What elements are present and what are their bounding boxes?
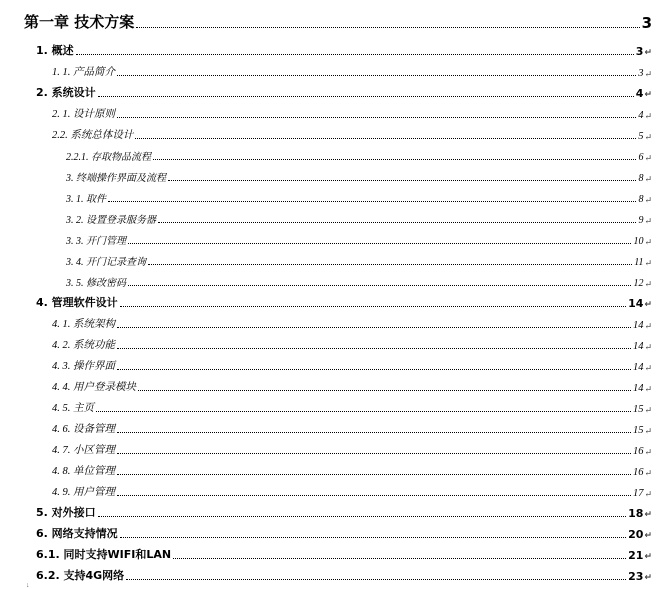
dot-leader [108,201,636,202]
toc-entry-title: 4. 3. 操作界面 [52,361,115,372]
toc-entry-title: 4. 1. 系统架构 [52,319,115,330]
toc-entry-title: 2. 1. 设计原则 [52,109,115,120]
toc-entry-page-number: 14 [628,297,644,310]
toc-entry-page-number: 20 [628,528,644,541]
dot-leader [96,411,631,412]
toc-entry-title: 5. 对外接口 [36,506,96,519]
toc-entry[interactable] [52,315,652,331]
dot-leader [120,306,626,307]
dot-leader [117,474,631,475]
toc-entry-page-number: 3 [641,14,652,32]
toc-entry[interactable] [66,273,652,289]
dot-leader [128,285,631,286]
toc-entry-title: 1. 1. 产品简介 [52,67,115,78]
dot-leader [117,327,631,328]
toc-entry[interactable] [36,567,652,583]
paragraph-mark-icon: ↵ [644,405,652,415]
toc-entry-page-number: 17 [632,488,644,499]
paragraph-mark-icon: ↵ [644,426,652,436]
toc-entry-title: 6.2. 支持4G网络 [36,569,125,582]
toc-entry-title: 4. 2. 系统功能 [52,340,115,351]
toc-entry-page-number: 9 [638,215,644,226]
paragraph-mark-icon: ↵ [644,552,652,562]
dot-leader [173,558,626,559]
dot-leader [76,54,634,55]
toc-entry-title: 6.1. 同时支持WIFI和LAN [36,548,172,561]
toc-entry-page-number: 8 [638,173,644,184]
toc-entry[interactable] [66,210,652,226]
toc-entry-page-number: 14 [632,341,644,352]
toc-entry-page-number: 3 [638,68,644,79]
toc-entry-title: 4. 6. 设备管理 [52,424,115,435]
toc-entry-page-number: 21 [628,549,644,562]
toc-entry-page-number: 6 [638,152,644,163]
paragraph-mark-icon: ↵ [644,237,652,247]
toc-entry[interactable] [66,168,652,184]
toc-entry-page-number: 10 [633,236,644,247]
toc-entry[interactable] [66,252,652,268]
dot-leader [98,516,626,517]
toc-entry[interactable] [66,231,652,247]
paragraph-mark-icon: ↵ [644,153,652,163]
dot-leader [117,495,631,496]
paragraph-mark-icon: ↵ [644,363,652,373]
paragraph-mark-icon: ↵ [644,279,652,289]
toc-entry-page-number: 14 [632,320,644,331]
toc-entry-page-number: 15 [632,425,644,436]
paragraph-mark-icon: ↵ [644,447,652,457]
paragraph-mark-icon: ↵ [644,132,652,142]
toc-entry-page-number: 16 [632,446,644,457]
toc-entry[interactable] [36,84,652,100]
toc-entry[interactable] [52,483,652,499]
toc-entry-page-number: 12 [633,278,644,289]
paragraph-mark-icon: ↵ [644,384,652,394]
dot-leader [148,264,632,265]
dot-leader [117,432,631,433]
toc-entry[interactable] [52,462,652,478]
dot-leader [153,159,636,160]
paragraph-mark-icon: ↵ [644,531,652,541]
toc-entry-page-number: 14 [632,362,644,373]
toc-entry-page-number: 23 [628,570,644,583]
toc-entry[interactable] [52,378,652,394]
toc-entry-title: 4. 9. 用户管理 [52,487,115,498]
paragraph-mark-icon: ↵ [644,174,652,184]
toc-entry-page-number: 11 [634,257,644,268]
toc-entry[interactable] [36,294,652,310]
toc-entry-page-number: 18 [628,507,644,520]
toc-entry-title: 4. 7. 小区管理 [52,445,115,456]
toc-entry-title: 6. 网络支持情况 [36,527,118,540]
toc-entry-title: 第一章 技术方案 [24,13,135,31]
toc-entry[interactable] [52,105,652,121]
toc-entry-title: 2.2.1. 存取物品流程 [66,152,151,163]
toc-entry[interactable] [52,420,652,436]
toc-entry-title: 3. 4. 开门记录查询 [66,257,146,268]
toc-entry-title: 4. 5. 主页 [52,403,94,414]
paragraph-mark: ↓ [26,581,30,589]
toc-entry[interactable] [36,546,652,562]
toc-entry[interactable] [52,336,652,352]
toc-entry[interactable] [66,189,652,205]
paragraph-mark-icon: ↵ [644,300,652,310]
toc-entry-title: 3. 5. 修改密码 [66,278,126,289]
toc-entry-page-number: 3 [635,45,644,58]
toc-entry-page-number: 8 [638,194,644,205]
toc-entry-title: 2. 系统设计 [36,86,96,99]
paragraph-mark-icon: ↵ [644,510,652,520]
dot-leader [98,96,634,97]
paragraph-mark-icon: ↵ [644,48,652,58]
paragraph-mark-icon: ↵ [644,573,652,583]
paragraph-mark-icon: ↵ [644,69,652,79]
dot-leader [135,138,636,139]
paragraph-mark-icon: ↵ [644,321,652,331]
toc-entry[interactable] [52,63,652,79]
toc-entry-page-number: 16 [632,467,644,478]
toc-entry-title: 3. 3. 开门管理 [66,236,126,247]
toc-entry-title: 4. 4. 用户登录模块 [52,382,136,393]
toc-entry[interactable] [36,42,652,58]
toc-entry-page-number: 14 [632,383,644,394]
paragraph-mark-icon: ↵ [644,342,652,352]
dot-leader [117,117,636,118]
paragraph-mark-icon: ↵ [644,468,652,478]
paragraph-mark-icon: ↵ [644,489,652,499]
toc-entry-page-number: 4 [638,110,644,121]
toc-entry[interactable] [36,525,652,541]
toc-entry[interactable] [36,504,652,520]
dot-leader [117,75,636,76]
dot-leader [138,390,631,391]
toc-entry[interactable] [52,441,652,457]
dot-leader [158,222,636,223]
dot-leader [117,453,631,454]
dot-leader [117,369,631,370]
toc-entry-title: 1. 概述 [36,44,74,57]
toc-entry-title: 3. 终端操作界面及流程 [66,173,166,184]
toc-entry-page-number: 15 [632,404,644,415]
dot-leader [128,243,631,244]
dot-leader [126,579,626,580]
paragraph-mark-icon: ↵ [644,258,652,268]
paragraph-mark-icon: ↵ [644,195,652,205]
toc-entry-title: 3. 2. 设置登录服务器 [66,215,156,226]
dot-leader [117,348,631,349]
toc-entry[interactable] [24,12,652,32]
toc-entry-title: 3. 1. 取件 [66,194,106,205]
toc-entry-title: 4. 8. 单位管理 [52,466,115,477]
paragraph-mark-icon: ↵ [644,90,652,100]
dot-leader [136,27,639,28]
dot-leader [120,537,626,538]
paragraph-mark-icon: ↵ [644,216,652,226]
toc-entry[interactable] [52,357,652,373]
toc-entry-title: 2.2. 系统总体设计 [52,130,134,141]
toc-entry-title: 4. 管理软件设计 [36,296,118,309]
toc-entry-page-number: 4 [635,87,644,100]
dot-leader [168,180,636,181]
toc-entry[interactable] [66,147,652,163]
toc-entry[interactable] [52,126,652,142]
toc-entry[interactable] [52,399,652,415]
toc-entry-page-number: 5 [638,131,644,142]
paragraph-mark-icon: ↵ [644,111,652,121]
